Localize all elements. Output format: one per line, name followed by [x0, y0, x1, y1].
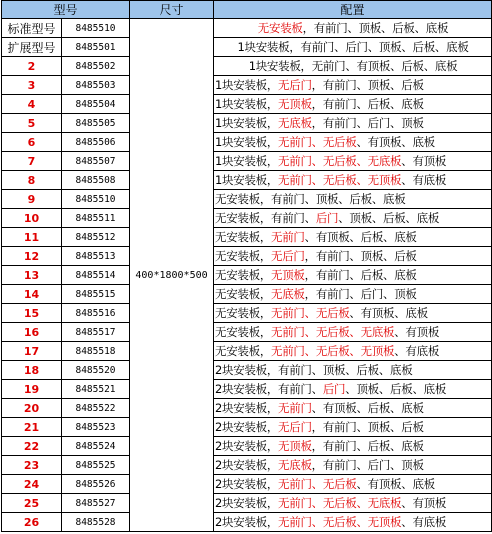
code-cell: 8485504	[62, 95, 130, 114]
config-text: 1块安装板，	[215, 116, 279, 130]
config-text: 、有底板	[401, 173, 447, 187]
config-text: ，有前门、顶板、后板	[311, 78, 424, 92]
table-row	[2, 152, 492, 171]
code-cell: 8485506	[62, 133, 130, 152]
config-text: 、有顶板	[401, 154, 447, 168]
config-cell	[214, 513, 492, 532]
config-cell	[214, 247, 492, 266]
config-cell	[214, 228, 492, 247]
config-highlight: 无前门、无后板、无底板	[278, 496, 402, 510]
model-cell: 25	[2, 494, 62, 513]
model-cell: 19	[2, 380, 62, 399]
table-row	[2, 342, 492, 361]
config-cell	[214, 304, 492, 323]
config-text: 无安装板，	[215, 306, 272, 320]
config-text: 、有顶板、底板	[356, 477, 435, 491]
model-cell: 9	[2, 190, 62, 209]
config-text: 1块安装板，	[215, 97, 279, 111]
config-highlight: 无前门、无后板、无底板	[278, 154, 402, 168]
table-row	[2, 190, 492, 209]
model-cell: 5	[2, 114, 62, 133]
config-text: 、有底板	[401, 515, 447, 529]
config-cell	[214, 76, 492, 95]
config-text: 、有顶板	[401, 496, 447, 510]
config-text: 2块安装板，有前门、顶板、后板、底板	[215, 363, 413, 377]
table-body	[2, 19, 492, 532]
code-cell: 8485526	[62, 475, 130, 494]
config-highlight: 无前门	[271, 230, 305, 244]
table-row	[2, 57, 492, 76]
config-highlight: 无前门、无后板、无底板	[271, 325, 395, 339]
table-row	[2, 228, 492, 247]
table-row	[2, 304, 492, 323]
config-cell	[214, 437, 492, 456]
config-highlight: 无顶板	[278, 97, 312, 111]
header-model: 型号	[2, 1, 130, 19]
model-cell: 15	[2, 304, 62, 323]
config-highlight: 无顶板	[271, 268, 305, 282]
code-cell: 8485528	[62, 513, 130, 532]
config-highlight: 无后门	[271, 249, 305, 263]
model-cell: 3	[2, 76, 62, 95]
config-highlight: 无前门	[278, 401, 312, 415]
header-row	[2, 1, 492, 19]
table-row	[2, 323, 492, 342]
config-text: 、有顶板、底板	[356, 135, 435, 149]
config-highlight: 无前门、无后板	[278, 477, 357, 491]
code-cell: 8485510	[62, 19, 130, 38]
model-cell: 14	[2, 285, 62, 304]
config-text: 无安装板，有前门、顶板、后板、底板	[215, 192, 406, 206]
model-cell: 23	[2, 456, 62, 475]
table-row	[2, 475, 492, 494]
config-cell	[214, 361, 492, 380]
config-text: ，有前门、后板、底板	[311, 439, 424, 453]
config-text: 1块安装板，无前门、有顶板、后板、底板	[248, 59, 458, 73]
config-text: 2块安装板，	[215, 515, 279, 529]
config-highlight: 无后门	[278, 420, 312, 434]
model-cell: 20	[2, 399, 62, 418]
config-text: ，有前门、顶板、后板、底板	[302, 21, 449, 35]
table-row	[2, 171, 492, 190]
config-text: 、有顶板、底板	[349, 306, 428, 320]
config-cell	[214, 190, 492, 209]
code-cell: 8485525	[62, 456, 130, 475]
code-cell: 8485514	[62, 266, 130, 285]
model-cell: 13	[2, 266, 62, 285]
config-text: 1块安装板，	[215, 154, 279, 168]
code-cell: 8485505	[62, 114, 130, 133]
code-cell: 8485522	[62, 399, 130, 418]
table-row	[2, 76, 492, 95]
config-cell	[214, 494, 492, 513]
code-cell: 8485524	[62, 437, 130, 456]
config-cell	[214, 114, 492, 133]
code-cell: 8485517	[62, 323, 130, 342]
config-cell	[214, 133, 492, 152]
config-text: ，有前门、后门、顶板	[311, 116, 424, 130]
config-highlight: 无安装板	[257, 21, 303, 35]
config-text: ，有前门、后门、顶板	[304, 287, 417, 301]
code-cell: 8485516	[62, 304, 130, 323]
model-cell: 24	[2, 475, 62, 494]
config-text: 1块安装板，有前门、后门、顶板、后板、底板	[237, 40, 469, 54]
config-highlight: 无底板	[271, 287, 305, 301]
model-cell: 21	[2, 418, 62, 437]
config-highlight: 无前门、无后板、无顶板	[278, 173, 402, 187]
config-cell	[214, 152, 492, 171]
model-cell: 扩展型号	[2, 38, 62, 57]
table-row	[2, 247, 492, 266]
config-highlight: 无前门、无后板、无顶板	[271, 344, 395, 358]
model-cell: 16	[2, 323, 62, 342]
header-size: 尺寸	[130, 1, 214, 19]
config-text: 无安装板，有前门、	[215, 211, 316, 225]
code-cell: 8485527	[62, 494, 130, 513]
config-text: 2块安装板，	[215, 439, 279, 453]
config-text: 1块安装板，	[215, 173, 279, 187]
model-cell: 22	[2, 437, 62, 456]
config-text: ，有前门、顶板、后板	[304, 249, 417, 263]
config-highlight: 无前门、无后板	[271, 306, 350, 320]
config-text: 无安装板，	[215, 249, 272, 263]
config-highlight: 无后门	[278, 78, 312, 92]
config-text: ，有前门、顶板、后板	[311, 420, 424, 434]
model-cell: 4	[2, 95, 62, 114]
config-cell	[214, 456, 492, 475]
cabinet-spec-table	[1, 0, 492, 532]
model-cell: 6	[2, 133, 62, 152]
code-cell: 8485518	[62, 342, 130, 361]
config-text: 2块安装板，	[215, 420, 279, 434]
config-cell	[214, 95, 492, 114]
code-cell: 8485503	[62, 76, 130, 95]
header-config: 配置	[214, 1, 492, 19]
table-row	[2, 513, 492, 532]
code-cell: 8485521	[62, 380, 130, 399]
config-cell	[214, 171, 492, 190]
table-row	[2, 399, 492, 418]
code-cell: 8485513	[62, 247, 130, 266]
config-cell	[214, 380, 492, 399]
config-text: 1块安装板，	[215, 135, 279, 149]
table-row	[2, 285, 492, 304]
config-text: 无安装板，	[215, 325, 272, 339]
table-row	[2, 380, 492, 399]
code-cell: 8485515	[62, 285, 130, 304]
config-highlight: 无前门、无后板	[278, 135, 357, 149]
table-row	[2, 437, 492, 456]
config-highlight: 后门	[322, 382, 346, 396]
config-text: 、顶板、后板、底板	[338, 211, 440, 225]
model-cell: 8	[2, 171, 62, 190]
table-row	[2, 133, 492, 152]
table-row	[2, 95, 492, 114]
code-cell: 8485508	[62, 171, 130, 190]
config-text: ，有前门、后板、底板	[304, 268, 417, 282]
config-text: 无安装板，	[215, 344, 272, 358]
table-row	[2, 209, 492, 228]
code-cell: 8485502	[62, 57, 130, 76]
code-cell: 8485512	[62, 228, 130, 247]
config-text: 2块安装板，	[215, 458, 279, 472]
model-cell: 18	[2, 361, 62, 380]
model-cell: 标准型号	[2, 19, 62, 38]
model-cell: 10	[2, 209, 62, 228]
config-text: 、有底板	[394, 344, 440, 358]
config-text: 2块安装板，有前门、	[215, 382, 323, 396]
config-text: 2块安装板，	[215, 496, 279, 510]
config-text: 无安装板，	[215, 287, 272, 301]
config-cell	[214, 475, 492, 494]
config-highlight: 无底板	[278, 116, 312, 130]
table-row	[2, 494, 492, 513]
table-row	[2, 19, 492, 38]
config-text: 1块安装板，	[215, 78, 279, 92]
config-text: ，有前门、后板、底板	[311, 97, 424, 111]
config-text: 2块安装板，	[215, 401, 279, 415]
config-text: 无安装板，	[215, 230, 272, 244]
config-text: 、有顶板	[394, 325, 440, 339]
model-cell: 12	[2, 247, 62, 266]
code-cell: 8485511	[62, 209, 130, 228]
config-text: 无安装板，	[215, 268, 272, 282]
size-cell: 400*1800*500	[130, 19, 214, 532]
code-cell: 8485523	[62, 418, 130, 437]
config-text: ，有前门、后门、顶板	[311, 458, 424, 472]
model-cell: 26	[2, 513, 62, 532]
table-row	[2, 266, 492, 285]
model-cell: 2	[2, 57, 62, 76]
config-text: 、顶板、后板、底板	[345, 382, 447, 396]
config-text: 、有顶板、后板、底板	[311, 401, 424, 415]
config-cell	[214, 342, 492, 361]
table-row	[2, 456, 492, 475]
code-cell: 8485510	[62, 190, 130, 209]
code-cell: 8485501	[62, 38, 130, 57]
model-cell: 11	[2, 228, 62, 247]
config-cell	[214, 323, 492, 342]
code-cell: 8485507	[62, 152, 130, 171]
config-highlight: 无前门、无后板、无顶板	[278, 515, 402, 529]
config-cell	[214, 266, 492, 285]
config-text: 2块安装板，	[215, 477, 279, 491]
model-cell: 17	[2, 342, 62, 361]
config-highlight: 后门	[315, 211, 339, 225]
config-highlight: 无顶板	[278, 439, 312, 453]
config-cell	[214, 418, 492, 437]
config-cell	[214, 19, 492, 38]
model-cell: 7	[2, 152, 62, 171]
table-row	[2, 418, 492, 437]
config-text: 、有顶板、后板、底板	[304, 230, 417, 244]
code-cell: 8485520	[62, 361, 130, 380]
table-row	[2, 361, 492, 380]
config-cell	[214, 399, 492, 418]
config-highlight: 无底板	[278, 458, 312, 472]
config-cell	[214, 209, 492, 228]
table-row	[2, 114, 492, 133]
table-row	[2, 38, 492, 57]
config-cell	[214, 57, 492, 76]
config-cell	[214, 38, 492, 57]
config-cell	[214, 285, 492, 304]
